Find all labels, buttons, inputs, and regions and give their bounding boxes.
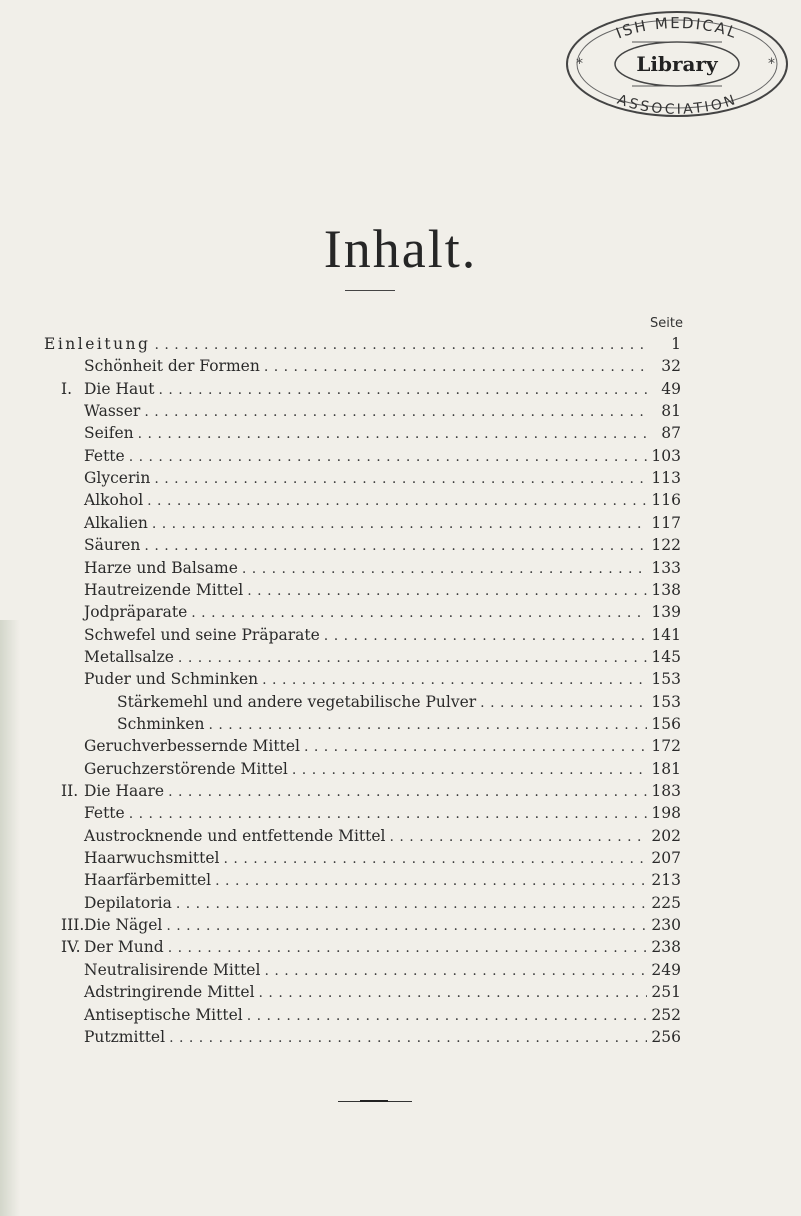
toc-entry-title: Seifen — [84, 424, 134, 443]
dot-leader — [129, 446, 647, 468]
toc-entry-page-number: 32 — [661, 357, 681, 376]
stamp-center-text: Library — [636, 52, 718, 76]
toc-entry — [84, 847, 681, 869]
toc-entry-title: Harze und Balsame — [84, 558, 238, 577]
dot-leader — [304, 736, 647, 758]
toc-entry — [84, 400, 681, 422]
toc-entry — [84, 601, 681, 623]
toc-entry-page-number: 141 — [651, 625, 681, 644]
dot-leader — [154, 334, 647, 356]
toc-entry-title: Geruchzerstörende Mittel — [84, 759, 288, 778]
stamp-top-text: ISH MEDICAL — [613, 14, 741, 43]
toc-entry — [61, 378, 681, 400]
dot-leader — [168, 781, 647, 803]
toc-entry-page-number: 153 — [651, 692, 681, 711]
dot-leader — [158, 379, 647, 401]
toc-entry-page-number: 256 — [651, 1027, 681, 1046]
toc-entry — [84, 981, 681, 1003]
toc-entry-page-number: 122 — [651, 536, 681, 555]
toc-entry-title: Schönheit der Formen — [84, 357, 260, 376]
toc-entry-title: Adstringirende Mittel — [84, 983, 255, 1002]
toc-entry — [84, 467, 681, 489]
toc-entry — [84, 892, 681, 914]
toc-entry-title: Neutralisirende Mittel — [84, 960, 261, 979]
dot-leader — [152, 513, 647, 535]
toc-entry-title: Metallsalze — [84, 647, 174, 666]
dot-leader — [191, 602, 647, 624]
toc-entry — [84, 869, 681, 891]
toc-entry — [84, 825, 681, 847]
toc-entry-title: Alkohol — [84, 491, 144, 510]
toc-entry — [84, 668, 681, 690]
toc-entry-page-number: 183 — [651, 782, 681, 800]
toc-entry-page-number: 252 — [651, 1005, 681, 1024]
dot-leader — [154, 468, 647, 490]
dot-leader — [138, 423, 647, 445]
dot-leader — [264, 356, 647, 378]
toc-entry — [44, 333, 681, 355]
toc-entry-title: Fette — [84, 804, 125, 823]
toc-entry-title: Schwefel und seine Präparate — [84, 625, 320, 644]
toc-entry-title: Haarwuchsmittel — [84, 849, 220, 868]
toc-entry — [84, 758, 681, 780]
toc-entry-page-number: 81 — [661, 402, 681, 421]
toc-entry — [61, 936, 681, 958]
toc-entry-page-number: 103 — [651, 446, 681, 465]
dot-leader — [390, 826, 648, 848]
svg-text:*: * — [768, 56, 775, 72]
toc-entry-page-number: 153 — [651, 670, 681, 689]
toc-entry-title: Alkalien — [84, 513, 148, 532]
toc-entry-title: Geruchverbessernde Mittel — [84, 737, 300, 756]
dot-leader — [147, 490, 647, 512]
toc-entry-number: II. — [61, 782, 79, 800]
toc-entry-page-number: 139 — [651, 603, 681, 622]
toc-entry-page-number: 117 — [651, 513, 681, 532]
toc-entry — [84, 1004, 681, 1026]
toc-entry-number: IV. — [61, 938, 81, 957]
toc-entry — [84, 802, 681, 824]
toc-entry — [117, 713, 681, 735]
dot-leader — [215, 870, 647, 892]
dot-leader — [168, 937, 647, 959]
stamp-bottom-text: ASSOCIATION — [615, 91, 739, 118]
toc-entry-title: Der Mund — [84, 938, 164, 957]
toc-entry-page-number: 202 — [651, 826, 681, 845]
toc-entry-title: Die Haare — [84, 782, 165, 800]
dot-leader — [224, 848, 647, 870]
dot-leader — [208, 714, 647, 736]
end-divider-center — [360, 1100, 388, 1102]
toc-entry-title: Wasser — [84, 402, 141, 421]
toc-entry-title: Stärkemehl und andere vegetabilische Pulver — [117, 692, 477, 711]
toc-entry — [117, 691, 681, 713]
dot-leader — [144, 401, 647, 423]
toc-entry-page-number: 249 — [651, 960, 681, 979]
dot-leader — [480, 692, 647, 714]
toc-entry-title: Haarfärbemittel — [84, 871, 212, 890]
toc-entry-page-number: 113 — [651, 469, 681, 488]
toc-entry-title: Schminken — [117, 714, 205, 733]
toc-entry-title: Antiseptische Mittel — [84, 1005, 243, 1024]
toc-entry-page-number: 213 — [651, 871, 681, 890]
toc-entry-page-number: 251 — [651, 983, 681, 1002]
toc-entry-page-number: 1 — [671, 335, 681, 353]
svg-text:ASSOCIATION — [615, 92, 739, 118]
toc-entry-page-number: 156 — [651, 714, 681, 733]
dot-leader — [176, 893, 647, 915]
dot-leader — [259, 982, 647, 1004]
toc-entry-page-number: 225 — [651, 893, 681, 912]
toc-entry-title: Jodpräparate — [84, 603, 188, 622]
toc-entry-page-number: 198 — [651, 804, 681, 823]
page-edge-shadow — [0, 620, 20, 1216]
toc-entry-number: III. — [61, 916, 85, 935]
toc-entry — [84, 489, 681, 511]
toc-entry-page-number: 49 — [661, 379, 681, 398]
toc-entry — [84, 735, 681, 757]
svg-text:ISH MEDICAL — [613, 14, 740, 42]
toc-entry-title: Austrocknende und entfettende Mittel — [84, 826, 386, 845]
toc-entry-title: Depilatoria — [84, 893, 172, 912]
dot-leader — [178, 647, 647, 669]
dot-leader — [324, 625, 647, 647]
toc-entry — [61, 914, 681, 936]
toc-entry-page-number: 116 — [651, 491, 681, 510]
toc-entry-title: Putzmittel — [84, 1027, 166, 1046]
toc-entry-page-number: 207 — [651, 849, 681, 868]
dot-leader — [169, 1027, 647, 1049]
page-column-header: Seite — [650, 316, 683, 331]
toc-entry-number: I. — [61, 379, 73, 398]
toc-entry-title: Puder und Schminken — [84, 670, 259, 689]
toc-entry-page-number: 181 — [651, 759, 681, 778]
toc-entry — [84, 534, 681, 556]
toc-entry — [84, 959, 681, 981]
library-stamp-graphic — [562, 6, 792, 124]
toc-entry-page-number: 172 — [651, 737, 681, 756]
toc-entry — [84, 355, 681, 377]
toc-entry-title: Die Haut — [84, 379, 155, 398]
toc-entry — [61, 780, 681, 802]
title-divider — [345, 290, 395, 291]
library-stamp — [562, 6, 792, 124]
page-title: Inhalt. — [323, 219, 478, 279]
toc-entry-title: Die Nägel — [84, 916, 163, 935]
toc-entry-page-number: 230 — [651, 916, 681, 935]
toc-entry — [84, 422, 681, 444]
dot-leader — [247, 1005, 647, 1027]
toc-entry-page-number: 133 — [651, 558, 681, 577]
dot-leader — [242, 558, 647, 580]
toc-entry-page-number: 238 — [651, 938, 681, 957]
toc-entry-title: Fette — [84, 446, 125, 465]
toc-entry — [84, 646, 681, 668]
toc-entry — [84, 624, 681, 646]
dot-leader — [144, 535, 647, 557]
svg-text:*: * — [576, 56, 583, 72]
toc-entry-page-number: 87 — [661, 424, 681, 443]
toc-entry-title: Säuren — [84, 536, 141, 555]
toc-entry-title: Glycerin — [84, 469, 151, 488]
dot-leader — [292, 759, 647, 781]
toc-entry-page-number: 138 — [651, 580, 681, 599]
toc-entry-title: Einleitung — [44, 335, 151, 353]
toc-entry — [84, 557, 681, 579]
toc-entry — [84, 579, 681, 601]
dot-leader — [166, 915, 647, 937]
toc-entry-page-number: 145 — [651, 647, 681, 666]
toc-entry — [84, 1026, 681, 1048]
dot-leader — [264, 960, 647, 982]
dot-leader — [262, 669, 647, 691]
toc-entry-title: Hautreizende Mittel — [84, 580, 244, 599]
toc-entry — [84, 512, 681, 534]
dot-leader — [247, 580, 647, 602]
toc-entry — [84, 445, 681, 467]
dot-leader — [129, 803, 647, 825]
